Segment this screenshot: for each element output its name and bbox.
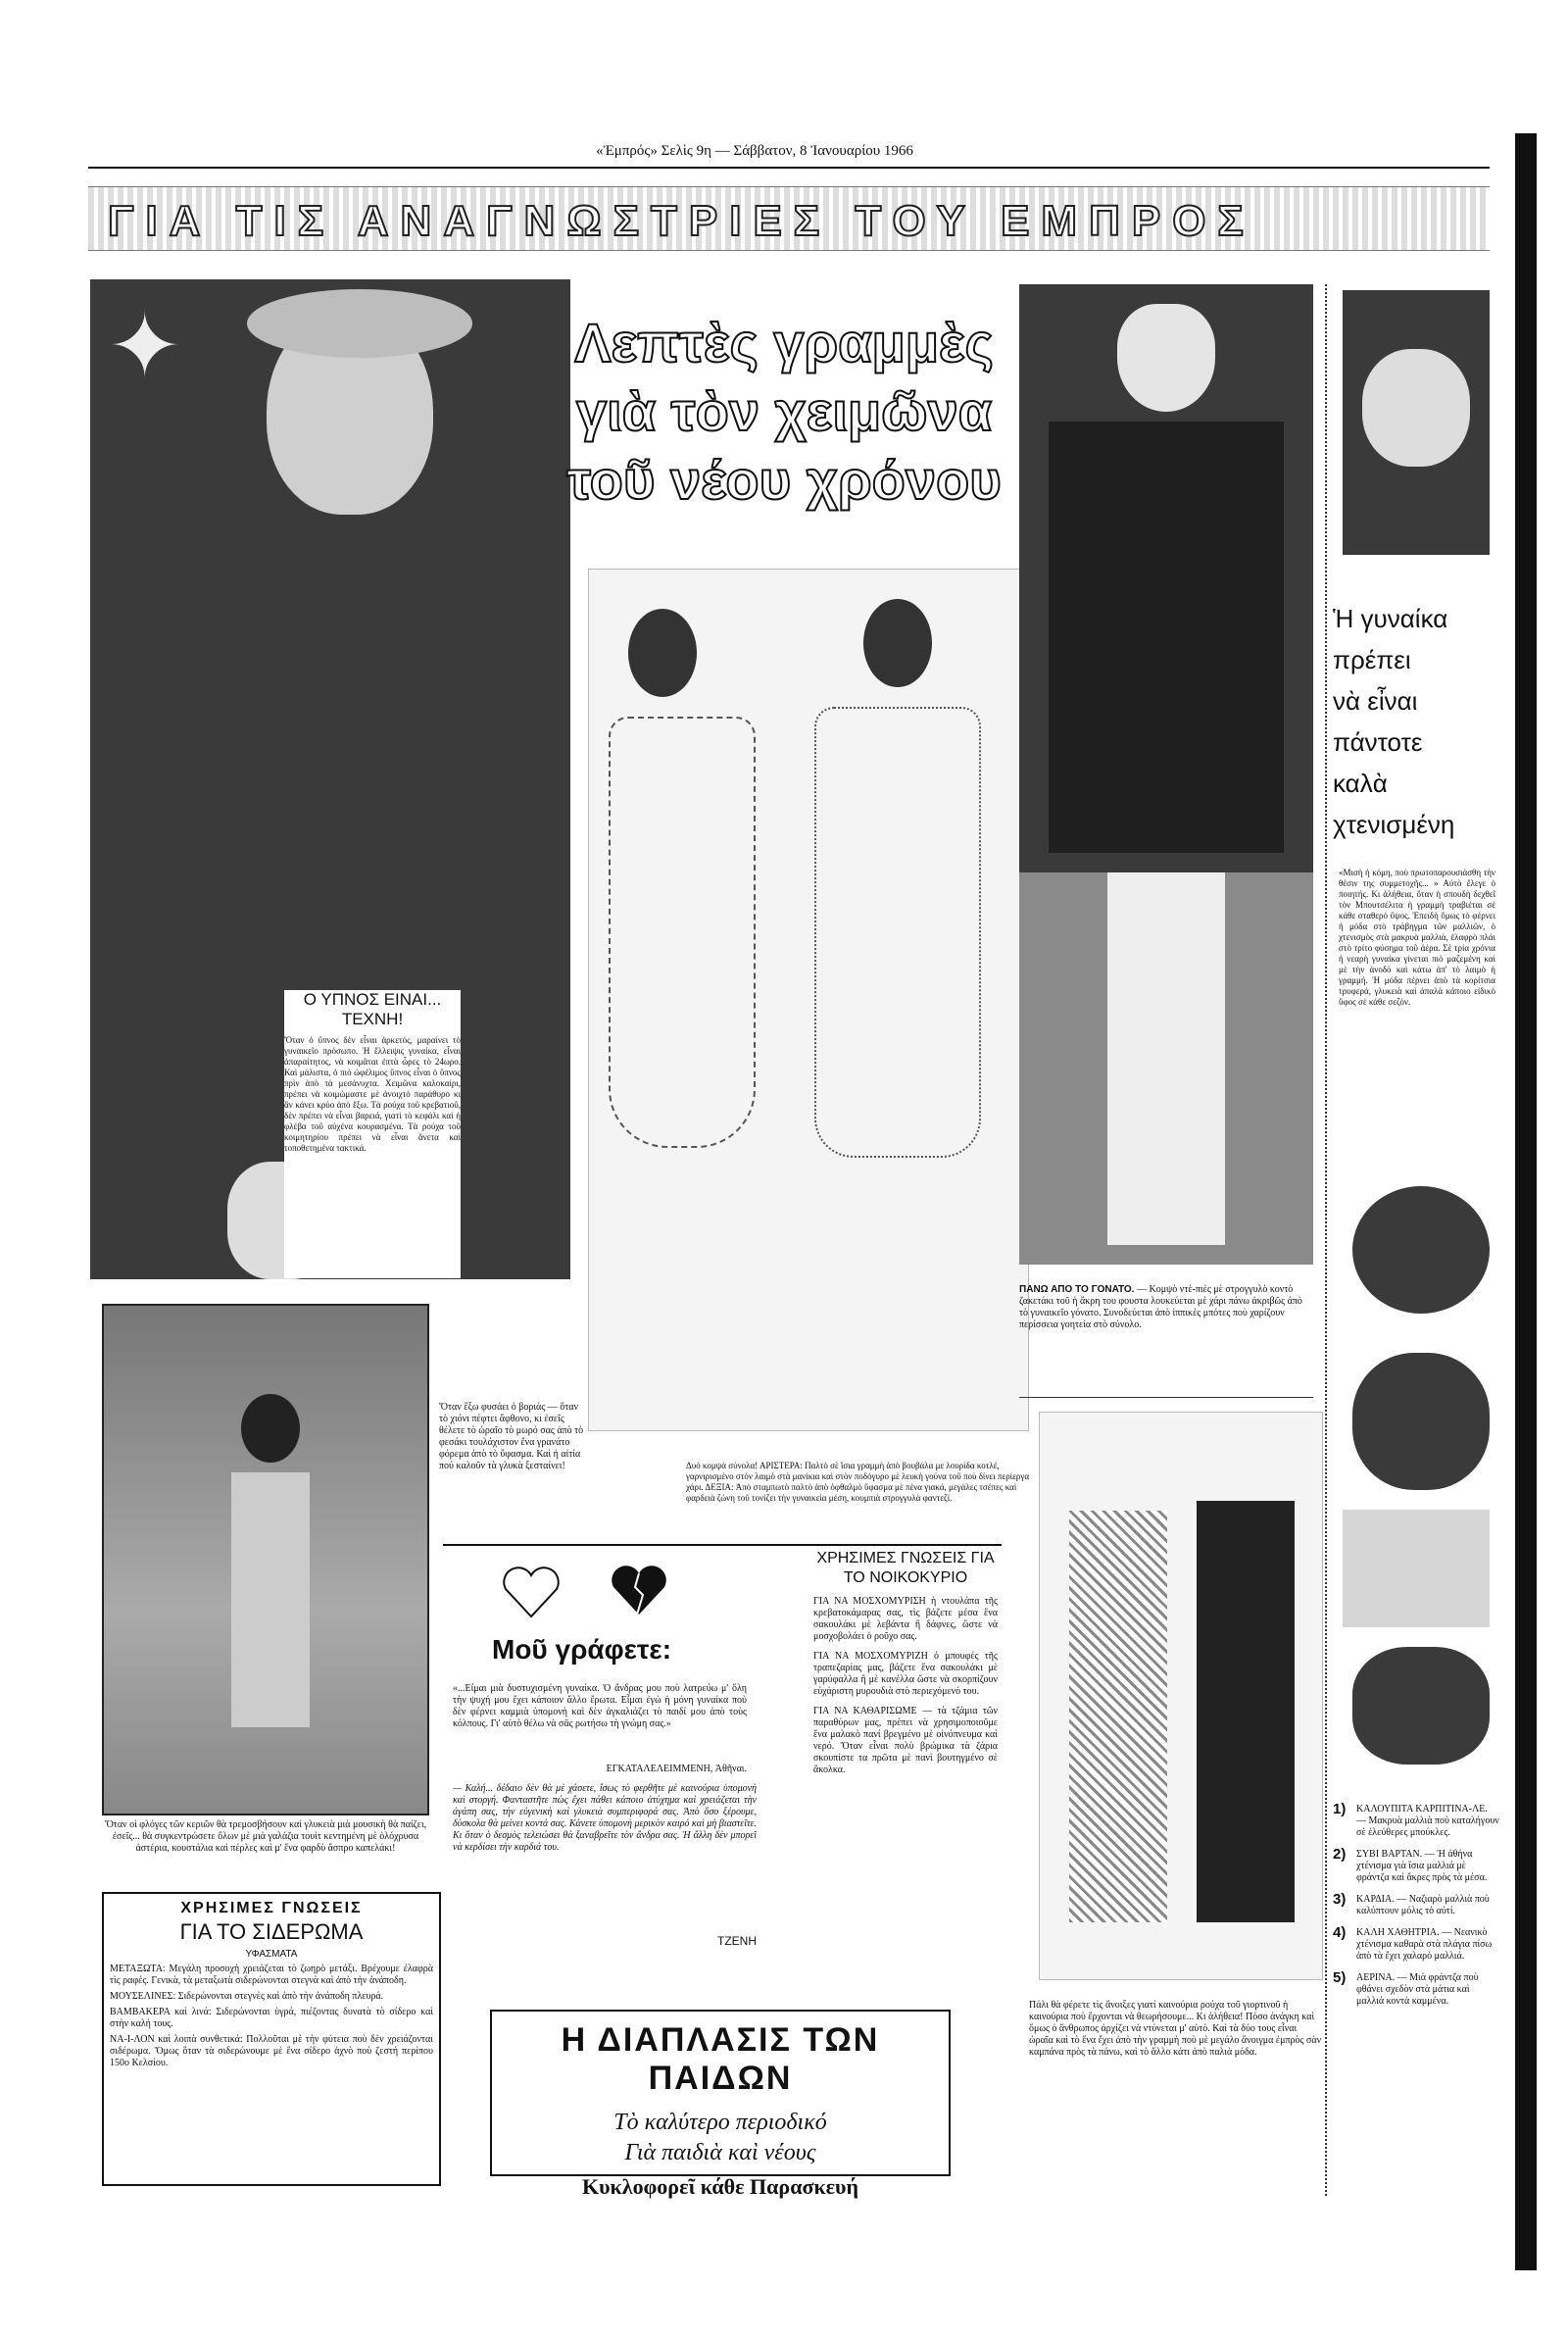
- hairstyle-list: [1333, 1801, 1499, 2196]
- banner-title: ΓΙΑ ΤΙΣ ΑΝΑΓΝΩΣΤΡΙΕΣ ΤΟΥ ΕΜΠΡΟΣ: [108, 197, 1255, 245]
- household-tips: [813, 1549, 998, 1961]
- headline-line-2: γιὰ τὸν χειμῶνα: [575, 380, 993, 442]
- list-item: ΒΑΜΒΑΚΕΡΑ καὶ λινά: Σιδερώνονται ὑγρά, πιέζοντας δυνατὰ τὸ σίδερο καὶ στὴν καλή τους.: [110, 2007, 433, 2029]
- sketch-coat-left: [609, 717, 756, 1148]
- figure-dress-shape: [231, 1472, 310, 1727]
- letter-author: ΤΖΕΝΗ: [717, 1934, 757, 1948]
- face-shape: [1117, 304, 1215, 412]
- list-item: 5) ΑΕΡΙΝΑ. — Μιὰ φράντζα ποὺ φθάνει σχεδὸν στὰ μάτια καὶ μαλλιά κοντὰ καμμένα.: [1333, 1969, 1479, 2007]
- knee-caption-title: ΠΑΝΩ ΑΠΟ ΤΟ ΓΟΝΑΤΟ.: [1019, 1284, 1135, 1295]
- list-item: 2) ΣΥΒΙ ΒΑΡΤΑΝ. — Ἡ ἀθήνα χτένισμα γιὰ ἴσια μαλλιά μὲ φράντζα καὶ ἄκρες πρὸς τὰ μέσα.: [1333, 1846, 1488, 1883]
- advert-title: Η ΔΙΑΠΛΑΣΙΣ ΤΩΝ ΠΑΙΔΩΝ: [561, 2021, 880, 2097]
- knee-caption-body: — Κομψὸ ντὲ-πιὲς μὲ στρογγυλὸ κοντὸ ζακετάκι τοῦ ἡ ἄκρη του φουστα λουκεύεται μὲ χάρι πάνω ἀκριβῶς ἀπὸ τὸ γυναικεῖο γόνατο. Συνοδεύεται ἀπὸ ἱππικὲς μπότες ποὺ χαρίζουν περίσσεια γοητεία στὸ σύνολο.: [1019, 1284, 1302, 1330]
- sleep-article-body: Ὅταν ὁ ὕπνος δὲν εἶναι ἀρκετός, μαραίνει τὸ γυναικεῖο πρόσωπο. Ἡ ἔλλειψις γυναίκα, εἶναι ἀπαραίτητος, νὰ κοιμᾶται ἐπτὰ ὧρες τὸ 24ωρο. Καὶ μάλιστα, ὁ πιὸ ὠφέλιμος ὕπνος εἶναι ὁ ὕπνος πρὶν ἀπὸ τὰ μεσάνυχτα. Χειμῶνα καλοκαίρι, πρέπει νὰ κοιμώμαστε μὲ ἀνοιχτὸ παράθυρο κι ἂν κάνει κρύο ἀπὸ ἔξω. Τὰ ρούχα τοῦ κρεβατιοῦ, δὲν πρέπει νὰ εἶναι βαρειά, γιατὶ τὸ κεφάλι καὶ ἡ φλέβα τοῦ αὐχένα κουρασμένα. Τὰ ρούχα τοῦ κοιμητηρίου πρέπει νὰ εἶναι ἄνετα καὶ τοποθετημένα τακτικά.: [284, 1035, 461, 1153]
- list-item: ΓΙΑ ΝΑ ΜΟΣΧΟΜΥΡΙΖΗ ὁ μπουφές τῆς τραπεζαρίας μας, βάζετε ἕνα σακουλάκι μὲ γαρύφαλλα ἢ μὲ κανέλλα ὥστε νὰ σκορπίζουν εὐχάριστη μυρουδιὰ στὸ περιεχόμενό του.: [813, 1651, 998, 1697]
- hair-title-line: πάντοτε: [1333, 727, 1423, 757]
- list-item: 1) ΚΑΛΟΥΠΙΤΑ ΚΑΡΠΙΤΙΝΑ-ΛΕ. — Μακρυὰ μαλλιὰ ποὺ καταλήγουν σὲ ἐλεύθερες μπούκλες.: [1333, 1801, 1499, 1838]
- hair-title-line: καλὰ: [1333, 769, 1388, 798]
- left-photo-caption: Ὅταν οἱ φλόγες τῶν κεριῶν θὰ τρεμοσβήσουν καὶ γλυκειὰ μιὰ μουσικὴ θὰ παίζει, ἐσεῖς... θὰ συγκεντρώσετε ὅλων μὲ μιὰ γαλάζια τουὶτ κεντημένη μὲ ὁλόχρυσα ἀστέρια, κουστάλια καὶ πέρλες καὶ μ' ἕνα φαρδὺ ἄσπρο καπελάκι!: [104, 1819, 427, 1854]
- hairstyle-photo-1: [1352, 1186, 1490, 1314]
- diaplasis-advert: [490, 2010, 951, 2199]
- hair-article-body: «Μισὴ ἡ κόμη, ποὺ πρωτοπαρουσιάσθη τὴν θέσιν της συμμετοχῆς... » Αὐτὸ ἔλεγε ὁ ποιητής. Κι ἀλήθεια, ὅταν ἡ σπουδὴ δεχθεῖ τὸν Μπουτσέλιτα ἡ γραμμὴ τραβιέται σὲ κάθε σταθερό ὕψος. Ἐπειδὴ ὅμως τὸ φέρνει ἡ μόδα στὸ τράβηγμα τῶν μαλλιῶν, ὁ χτενισμὸς στὰ μακρυὰ μαλλιὰ, ἐλαφρὸ πλάι στὸ τρίτο φύσημα τοῦ ἀέρα. Σὲ τρία χρόνια ἡ νεαρὴ γυναίκα γίνεται πιὸ μαζεμένη καὶ μὲ τὴν ἀνοδὸ καὶ κάτω ἀπ' τὸ λαιμὸ ἡ γραμμή. Ἡ μόδα πέρνει ἀπὸ τὰ κορίτσια τρυφερά, γλυκειὰ καὶ ἁπαλὰ κάποιο εἰδικὸ ὕφος σὲ κάθε σεζόν.: [1339, 868, 1495, 1007]
- hair-title-line: χτενισμένη: [1333, 810, 1455, 839]
- headline-line-1: Λεπτὲς γραμμὲς: [574, 312, 994, 373]
- advert-line-1: Τὸ καλύτερο περιοδικό: [613, 2110, 827, 2135]
- center-caption: Δυὸ κομψὰ σύνολα! ΑΡΙΣΤΕΡΑ: Παλτὸ σὲ ἴσια γραμμὴ ἀπὸ βουβάλα με λουρίδα κοτλέ, γαρνιρισμένο στὸν λαιμὸ στὰ μανίκια καὶ στὸν ποδόγυρο μὲ λευκὴ γούνα τοῦ ποὺ δίνει περίεργα χάρι. ΔΕΞΙΑ: Ἀπὸ σταμπωτὸ παλτὸ ἀπὸ ὀφθαλμὸ ὕφασμα μὲ πένα γιακά, μεγάλες τσέπες καὶ φαρδειὰ ζώνη τοῦ τονίζει τὴν γυναικεία μέση, κουμπιὰ στρογγυλὰ φαντεζί.: [686, 1461, 1030, 1503]
- advert-line-2: Γιὰ παιδιὰ καὶ νέους: [624, 2140, 816, 2165]
- advert-line-3: Κυκλοφορεῖ κάθε Παρασκευή: [582, 2174, 858, 2199]
- woman-double-coat-photo: [1019, 284, 1313, 1265]
- list-item: ΜΟΥΣΕΛΙΝΕΣ: Σιδερώνονται στεγνὲς καὶ ἀπὸ τὴν ἀνάποδη πλευρά.: [110, 1991, 384, 2002]
- list-item: ΓΙΑ ΝΑ ΚΑΘΑΡΙΣΩΜΕ — τὰ τζάμια τῶν παραθύρων μας, πρέπει νὰ χρησιμοποιοῦμε ἕνα μαλακὸ πανί βρεγμένο μὲ οἰνόπνευμα καὶ νερό. Ὅταν εἶναι πολὺ βρώμικα τὰ ζάρια σκουπίστε τα πρῶτα μὲ πανὶ βουτηγμένο σὲ ἄκολκα.: [813, 1706, 998, 1775]
- ironing-tips-header: ΧΡΗΣΙΜΕΣ ΓΝΩΣΕΙΣ: [180, 1900, 363, 1916]
- sketch-coat-right: [814, 707, 981, 1158]
- hair-article-title: [1333, 598, 1499, 863]
- ironing-tips-title: ΓΙΑ ΤΟ ΣΙΔΕΡΩΜΑ: [179, 1919, 364, 1944]
- household-tips-title: ΧΡΗΣΙΜΕΣ ΓΝΩΣΕΙΣ ΓΙΑ ΤΟ ΝΟΙΚΟΚΥΡΙΟ: [816, 1550, 995, 1586]
- boots-shape: [1107, 872, 1225, 1245]
- ironing-tips-subtitle: ΥΦΑΣΜΑΤΑ: [245, 1949, 298, 1960]
- dress-sketches-illustration: [1039, 1412, 1323, 1980]
- hair-title-line: Ἡ γυναίκα: [1333, 604, 1448, 633]
- list-item: 4) ΚΑΛΗ ΧΑΘΗΤΡΙΑ. — Νεανικὸ χτένισμα καθαρὰ στὰ πλάγια πίσω ἀπὸ τὰ ἔχει χαλαρὸ μαλλιά.: [1333, 1924, 1493, 1962]
- broken-heart-icon: [610, 1564, 668, 1616]
- figure-head-shape: [241, 1394, 300, 1463]
- list-item: ΝΑ-Ι-ΛΟΝ καὶ λοιπὰ συνθετικά: Πολλοῦται μὲ τὴν φύτεια ποὺ δὲν χρειάζονται σιδέρωμα. Ὅμως ὅταν τὰ σιδερώνουμε μὲ ἕνα σίδερο ἀχνὸ ποὺ ζεστή περίπου 150ο Κελσίου.: [110, 2034, 433, 2068]
- fashion-sketches-illustration: [588, 569, 1029, 1431]
- list-item: 3) ΚΑΡΔΙΑ. — Ναζιαρὸ μαλλιὰ ποὺ καλύπτουν μόλις τὸ αὐτί.: [1333, 1891, 1490, 1916]
- knee-caption: [1019, 1284, 1313, 1372]
- sleep-article-title: Ο ΥΠΝΟΣ ΕΙΝΑΙ... ΤΕΧΝΗ!: [303, 990, 442, 1028]
- heart-outline-icon: [502, 1566, 561, 1618]
- hairstyle-photo-2: [1352, 1353, 1490, 1490]
- sketch-checked-dress: [1069, 1511, 1167, 1922]
- bottom-caption: Πάλι θὰ φέρετε τὶς ἄνοιξες γιατί καινούρια ρούχα τοῦ γιορτινοῦ ἡ καινούρια ποὺ ἔρχονται νὰ θεωρήσουμε... Κι ἀλήθεια! Πόσο ἀνάγκη καὶ ὅμως ὁ ἄνθρωπος ἀρχίζει νὰ ντύνεται μ' αὐτό. Καὶ τὰ δύο τους εἶναι ὡραῖα καὶ τὸ ἕνα ἔχει ἀπὸ τὴν γραμμὴ ποὺ μὲ μεγάλο ἄνοιγμα ἐμπρὸς σὰν καμπάνα πρὸς τὰ πάνω, καὶ τὸ ἄλλο κάτι ἀπὸ παλιὰ μόδα.: [1029, 2000, 1322, 2058]
- sketch-head-left: [628, 609, 697, 697]
- coat-shape: [1049, 422, 1284, 853]
- letter-signature: ΕΓΚΑΤΑΛΕΛΕΙΜΜΕΝΗ, Ἀθῆναι.: [606, 1764, 747, 1774]
- header-rule: [88, 167, 1490, 169]
- letter-text: «...Εἶμαι μιὰ δυστυχισμένη γυναίκα. Ὁ ἄνδρας μου ποὺ λατρεύω μ' ὅλη τὴν ψυχή μου ἔχει κάποιον ἄλλο ἔρωτα. Εἶμαι ἐγὼ ἡ μόνη γυναίκα ποὺ δὲν φέρνει καμμιὰ ὑπομονὴ καὶ δὲν ἀγκαλιάζει τὸ παιδί μου ἀπὸ τοὺς κόλπους. Γι' αὐτὸ θέλω νὰ σᾶς ρωτήσω τὴ γνώμη σας.»: [453, 1683, 747, 1729]
- page-edge-strip: [1515, 133, 1537, 2270]
- column-separator: [1325, 284, 1327, 2196]
- hair-title-line: πρέπει: [1333, 645, 1411, 674]
- hair-portrait-photo: [1343, 290, 1490, 555]
- sketch-dark-dress: [1197, 1501, 1295, 1922]
- headline-line-3: τοῦ νέου χρόνου: [566, 449, 1002, 511]
- hairstyle-photo-3: [1343, 1510, 1490, 1627]
- sketch-head-right: [863, 599, 932, 687]
- list-item: ΓΙΑ ΝΑ ΜΟΣΧΟΜΥΡΙΣΗ ἡ ντουλάπα τῆς κρεβατοκάμαρας σας, τὶς βάζετε μέσα ἕνα σακουλάκι μὲ λεβάντα ἢ δάφνες, ὥστε νὰ μοσχοβολάει ὁ ροῦχο σας.: [813, 1596, 998, 1642]
- section-rule: [1019, 1397, 1313, 1398]
- letters-title: Μοῦ γράφετε:: [492, 1634, 672, 1665]
- sleep-article: [284, 990, 461, 1278]
- banner: [88, 186, 1490, 251]
- letter-reply: — Καλή... δέδαιο δὲν θὰ μὲ χάσετε, ἴσως τὸ φερθῆτε μὲ καινούρια ὑπομονὴ καὶ στοργή. Φανταστῆτε πὼς ἔχει πάθει κάποιο ἀτύχημα καὶ χρειάζεται τὴν ἀγάπη σας, τὴν εὐγενικὴ καὶ γλυκειὰ συμπεριφορά σας. Ἀπὸ ὅσο ξέρουμε, δύσκολα θὰ μείνει κοντά σας. Κάνετε ὑπομονὴ μερικὸν καιρό καὶ μὴ βιαστεῖτε. Κι ὅταν ὁ δεσμὸς τελειώσει θὰ ξαναβρεῖτε τὸν ἄνδρα σας. Ἡ ἄλλη δὲν μπορεῖ νὰ κερδίσει τὴν καρδιά του.: [453, 1783, 757, 1853]
- hat-shape: [247, 289, 472, 358]
- hairstyle-photo-4: [1352, 1647, 1490, 1765]
- ironing-tips-list: [110, 1964, 433, 2160]
- star-decoration-icon: ✦: [108, 299, 182, 396]
- household-tips-list: [813, 1596, 998, 1919]
- coat-caption: Ὅταν ἔξω φυσάει ὁ βοριάς — ὅταν τὸ χιόνι πέφτει ἄφθονο, κι ἐσεῖς θέλετε τὸ ὡραῖο τὸ μωρό σας ἀπὸ τὸ φεσάκι τουλάχιστον ἕνα γρανάτο φόρεμα ἀπὸ τὸ ὕφασμα. Καὶ ἡ αἰτία πού καλοῦν τὰ γλυκὰ ξεσταίνει!: [439, 1402, 584, 1471]
- list-item: ΜΕΤΑΞΩΤΑ: Μεγάλη προσοχὴ χρειάζεται τὸ ζωηρὸ μετάξι. Βρέχουμε ἐλαφρὰ τὶς ραφές. Γενικὰ, τὰ μεταξωτὰ σιδερώνονται στεγνὰ καὶ ἀπὸ τὴν ἀνάποδη.: [110, 1964, 433, 1986]
- main-headline: [549, 309, 1019, 534]
- ironing-tips-box: [102, 1892, 441, 2186]
- hair-title-line: νὰ εἶναι: [1333, 686, 1418, 716]
- running-head: «Ἐμπρός» Σελὶς 9η — Σάββατον, 8 Ἰανουαρίου 1966: [596, 143, 913, 159]
- woman-arms-raised-photo: [102, 1304, 429, 1815]
